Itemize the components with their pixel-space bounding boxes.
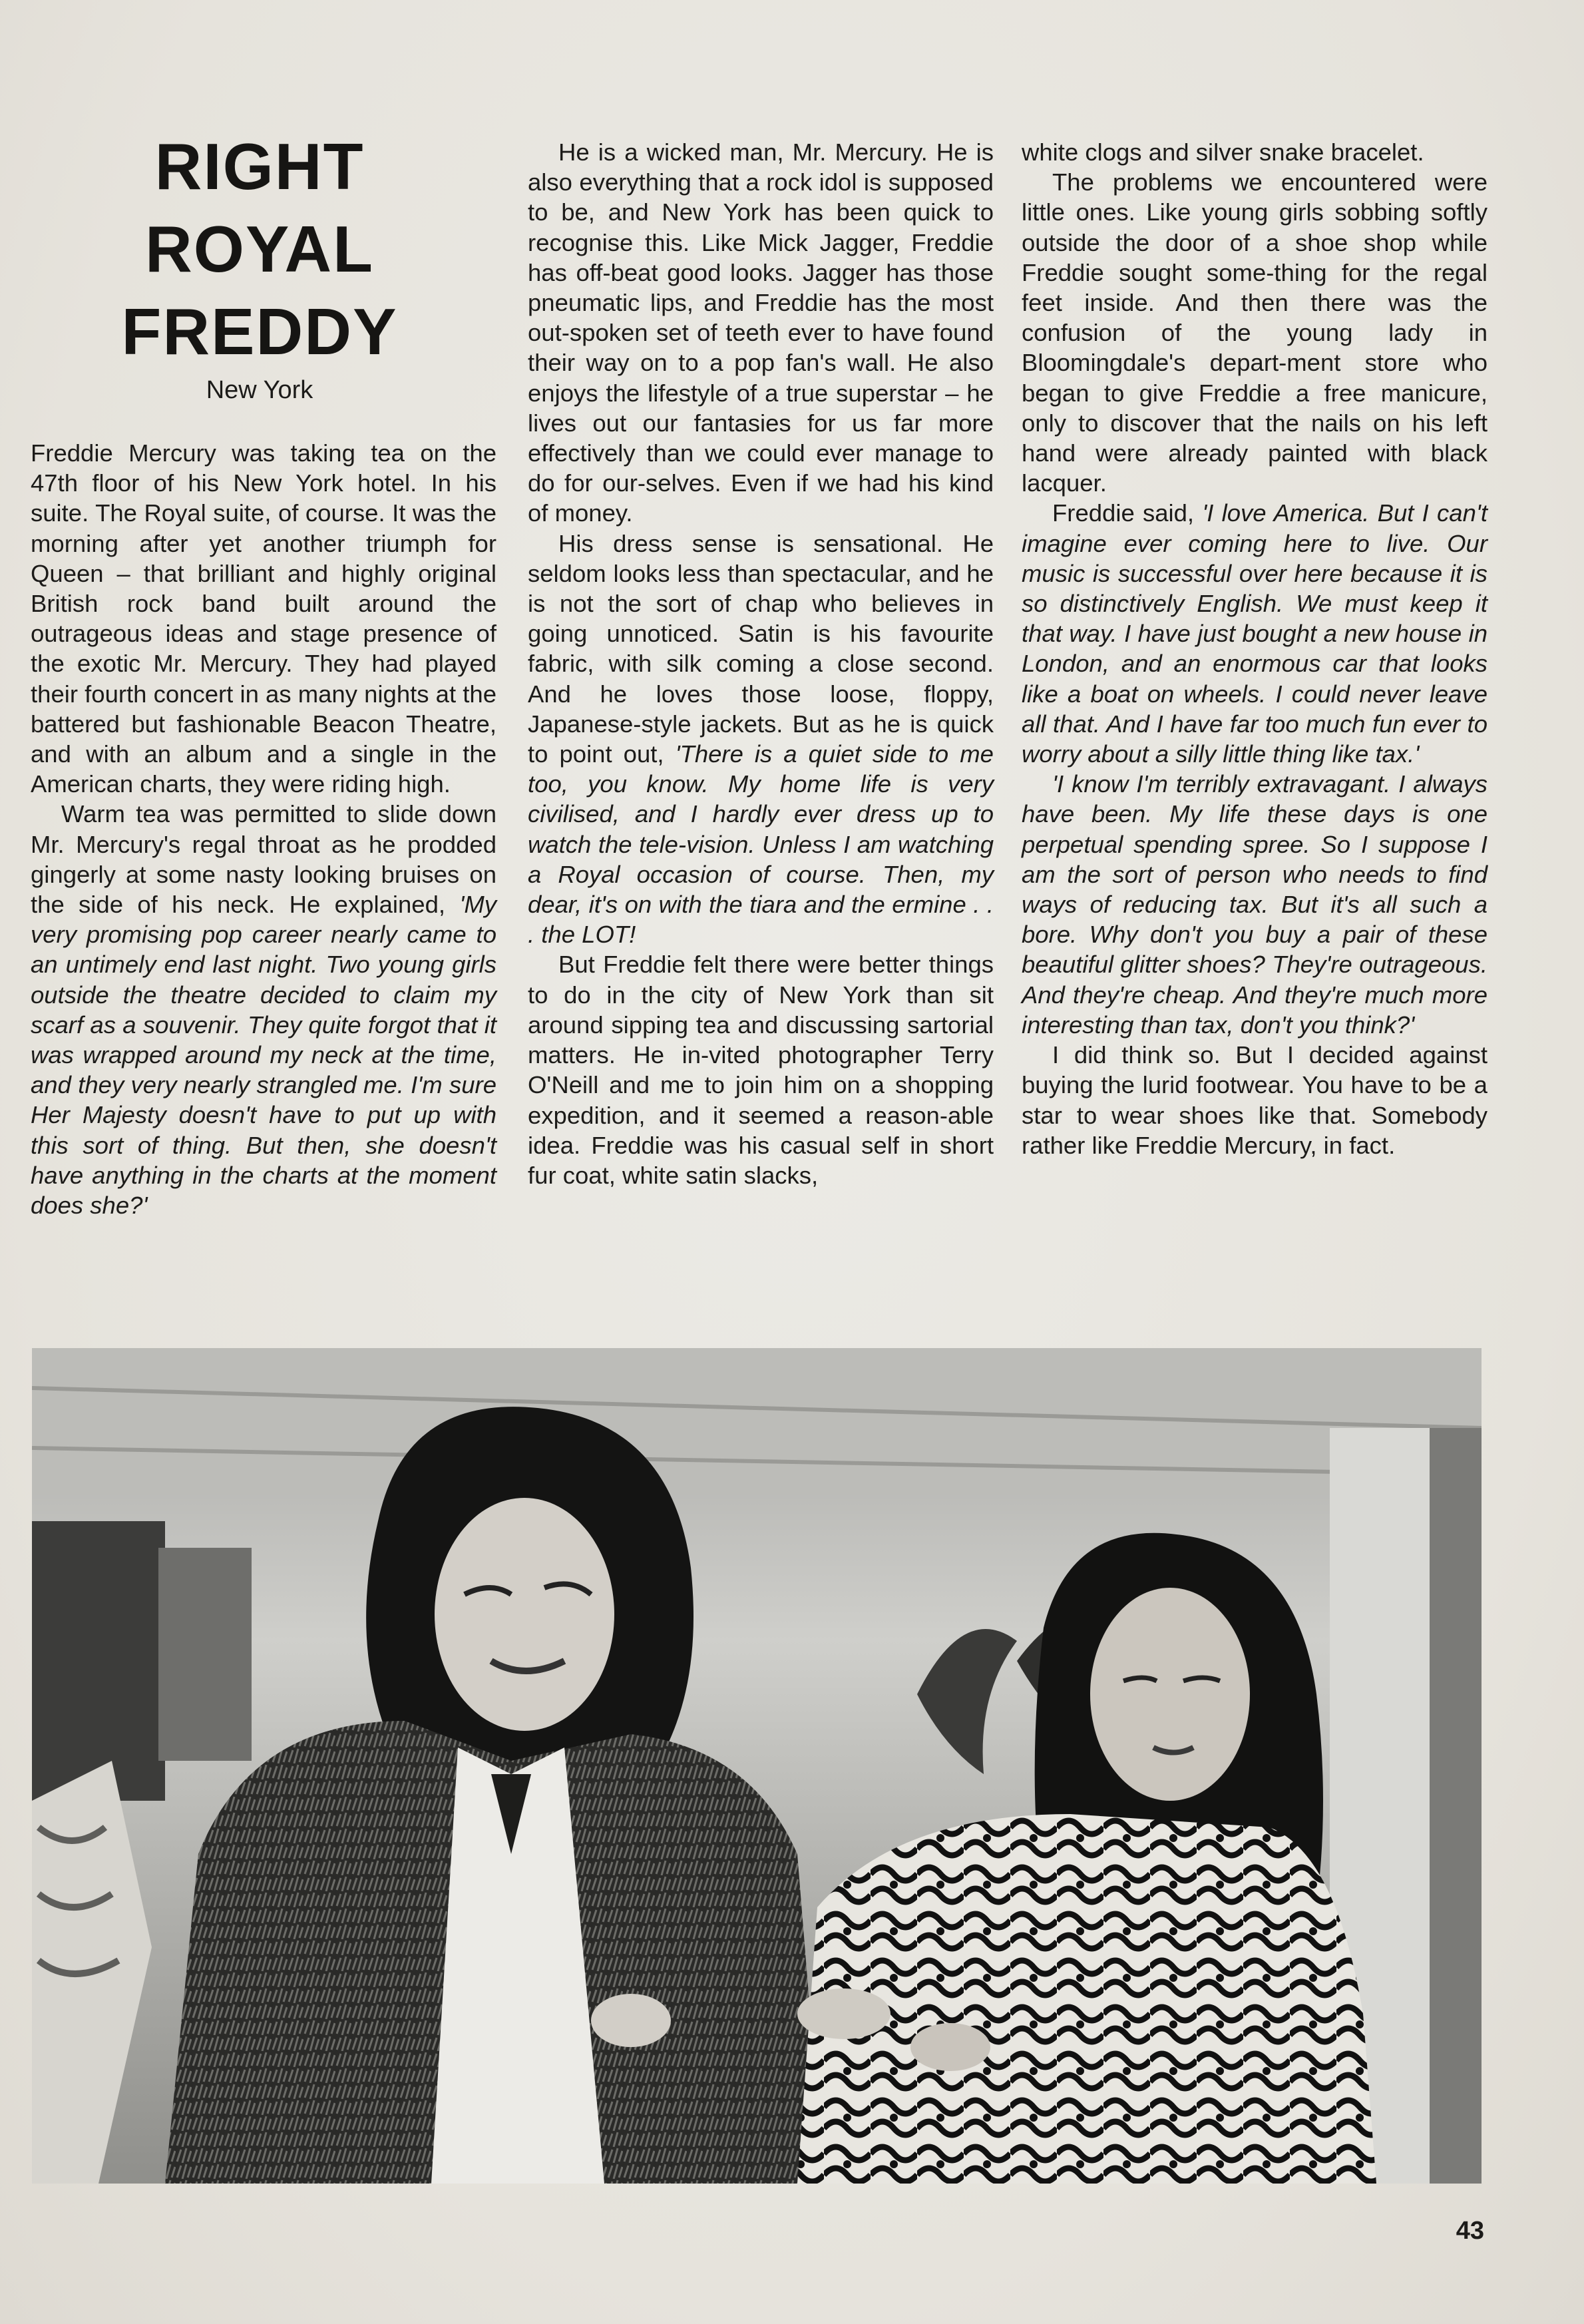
quote: 'I know I'm terribly extravagant. I always have been. My life these days is one perpetual spending spree. So I suppose I am the sort of person who needs to find ways of reducing tax. But it's all such a bore. Why don't you buy a pair of these beautiful glitter shoes? They're outrageous. And they're cheap. And they're much more interesting than tax, don't you think?' — [1022, 770, 1487, 1039]
quote: 'My very promising pop career nearly came to an untimely end last night. Two young girls outside the theatre decided to claim my scarf as a souvenir. They quite forgot that it was wrapped around my neck at the time, and they very nearly strangled me. I'm sure Her Majesty doesn't have to put up with this sort of thing. But then, she doesn't have anything in the charts at the moment does she?' — [31, 891, 496, 1220]
quote: 'I love America. But I can't imagine ever coming here to live. Our music is successful over here because it is so distinctively English. We must keep it that way. I have just bought a new house in London, and an enormous car that looks like a boat on wheels. I could never leave all that. And I have far too much fun ever to worry about a silly little thing like tax.' — [1022, 499, 1487, 768]
paragraph: But Freddie felt there were better things to do in the city of New York than sit around sipping tea and discussing sartorial matters. He in-vited photographer Terry O'Neill and me to join him on a shopping expedition, and it seemed a reason-able idea. Freddie was his casual self in short fur coat, white satin slacks, — [528, 951, 994, 1189]
text-column-1 — [31, 438, 496, 1220]
page-number: 43 — [1456, 2217, 1484, 2245]
patterned-jacket — [797, 1814, 1376, 2184]
paragraph: The problems we encountered were little ones. Like young girls sobbing softly outside the door of a shoe shop while Freddie sought some-thing for the regal feet inside. And then there was the confusion of the young lady in Bloomingdale's depart-ment store who began to give Freddie a free manicure, only to discover that the nails on his left hand were already painted with black lacquer. — [1022, 168, 1487, 497]
paragraph: white clogs and silver snake bracelet. — [1022, 138, 1424, 166]
man-hand — [591, 1994, 671, 2047]
hand — [797, 1988, 891, 2039]
woman-hand — [910, 2023, 990, 2071]
paragraph-text: Freddie said, — [1052, 499, 1195, 527]
paragraph: I did think so. But I decided against buying the lurid footwear. You have to be a star to wear shoes like that. Somebody rather like Freddie Mercury, in fact. — [1022, 1041, 1487, 1159]
title-line-1: RIGHT — [154, 130, 365, 203]
paragraph: Freddie Mercury was taking tea on the 47th floor of his New York hotel. In his suite. The Royal suite, of course. It was the morning after yet another triumph for Queen – that brilliant and highly original British rock band built around the outrageous ideas and stage presence of the exotic Mr. Mercury. They had played their fourth concert in as many nights at the battered but fashionable Beacon Theatre, and with an album and a single in the American charts, they were riding high. — [31, 439, 496, 798]
paragraph — [31, 799, 496, 1220]
paragraph — [1022, 769, 1487, 1040]
woman-face — [1090, 1588, 1250, 1801]
paragraph: He is a wicked man, Mr. Mercury. He is also everything that a rock idol is supposed to be, and New York has been quick to recognise this. Like Mick Jagger, Freddie has off-beat good looks. Jagger has those pneumatic lips, and Freddie has the most out-spoken set of teeth ever to have found their way on to a pop fan's wall. He also enjoys the lifestyle of a true superstar – he lives out our fantasies for us far more effectively than we could ever manage to do for our-selves. Even if we had his kind of money. — [528, 138, 994, 527]
title-line-2: ROYAL — [144, 212, 374, 286]
text-column-3 — [1022, 137, 1487, 1160]
man-face — [435, 1498, 614, 1731]
paragraph-text: Warm tea was permitted to slide down Mr. Mercury's regal throat as he prodded gingerly at some nasty looking bruises on the side of his neck. He explained, — [31, 800, 496, 919]
paragraph-text: His dress sense is sensational. He seldom looks less than spectacular, and he is not the sort of chap who believes in going unnoticed. Satin is his favourite fabric, with silk coming a close second. And he loves those loose, floppy, Japanese-style jackets. But as he is quick to point out, — [528, 529, 994, 768]
quote: 'There is a quiet side to me too, you know. My home life is very civilised, and I hardly ever dress up to watch the tele-vision. Unless I am watching a Royal occasion of course. Then, my dear, it's on with the tiara and the ermine . . . the LOT! — [528, 740, 994, 949]
article-photo — [32, 1348, 1482, 2184]
dateline: New York — [206, 376, 313, 404]
text-column-2 — [528, 137, 994, 1190]
paragraph — [528, 529, 994, 950]
article-title — [100, 125, 419, 373]
photo-illustration — [32, 1348, 1482, 2184]
paragraph — [1022, 498, 1487, 769]
title-line-3: FREDDY — [121, 295, 398, 368]
